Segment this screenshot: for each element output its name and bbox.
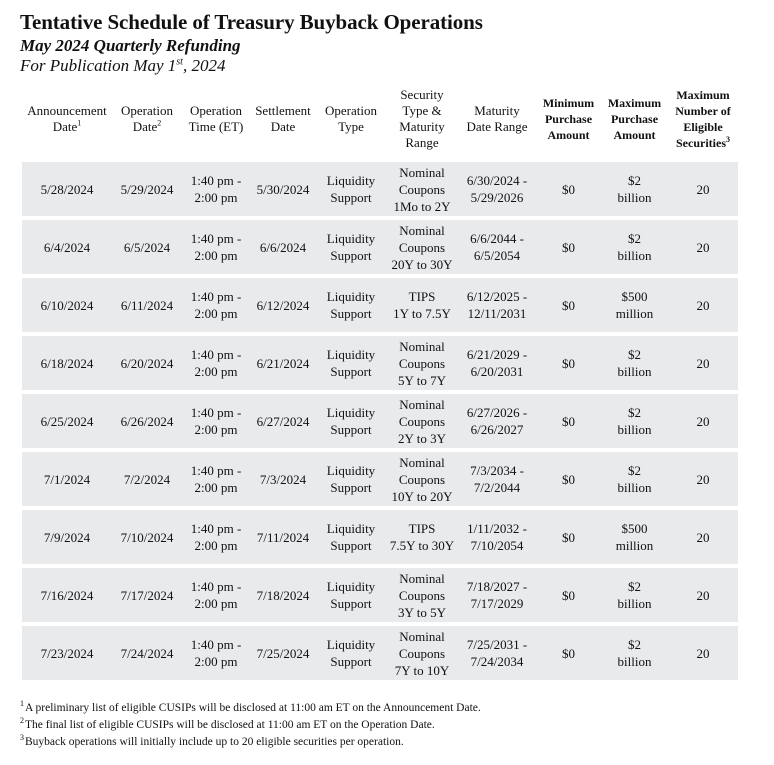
- publication-date: [20, 56, 225, 76]
- security-line: 3Y to 5Y: [398, 604, 446, 620]
- operation-time: 1:40 pm - 2:00 pm: [182, 278, 250, 332]
- col-maximum-amount: Maximum Purchase Amount: [607, 96, 662, 142]
- operation-type: Liquidity Support: [316, 510, 386, 564]
- security-type-range: [386, 278, 458, 332]
- security-line: Nominal: [399, 396, 445, 412]
- minimum-purchase: $0: [536, 394, 601, 448]
- operation-date: 7/10/2024: [112, 510, 182, 564]
- footnote-3: $^3$ Buyback operations will initially include up to 20 eligible securities per operation.: [20, 733, 404, 748]
- col-announcement-date: Announcement Date$^1$: [27, 103, 107, 134]
- announcement-date: 6/10/2024: [22, 278, 112, 332]
- maximum-purchase: $2 billion: [601, 336, 668, 390]
- operation-date: 6/26/2024: [112, 394, 182, 448]
- col-maturity-range: Maturity Date Range: [466, 103, 528, 134]
- announcement-date: 6/18/2024: [22, 336, 112, 390]
- maturity-date-range: 6/12/2025 - 12/11/2031: [458, 278, 536, 332]
- operation-time: 1:40 pm - 2:00 pm: [182, 626, 250, 680]
- operation-date: 7/17/2024: [112, 568, 182, 622]
- maturity-date-range: 6/30/2024 - 5/29/2026: [458, 162, 536, 216]
- announcement-date: 5/28/2024: [22, 162, 112, 216]
- security-line: Nominal: [399, 164, 445, 180]
- security-line: 2Y to 3Y: [398, 430, 446, 446]
- maximum-purchase: $2 billion: [601, 568, 668, 622]
- maximum-purchase: $2 billion: [601, 394, 668, 448]
- security-type-range: [386, 568, 458, 622]
- security-line: Nominal: [399, 338, 445, 354]
- operation-time: 1:40 pm - 2:00 pm: [182, 510, 250, 564]
- table-row: [22, 336, 738, 390]
- maximum-purchase: $500 million: [601, 510, 668, 564]
- max-eligible-securities: 20: [668, 162, 738, 216]
- security-type-range: [386, 626, 458, 680]
- security-line: Nominal: [399, 628, 445, 644]
- col-operation-type: Operation Type: [325, 103, 377, 134]
- table-row: [22, 162, 738, 216]
- maximum-purchase: $2 billion: [601, 220, 668, 274]
- col-settlement-date: Settlement Date: [255, 103, 311, 134]
- security-line: Coupons: [398, 181, 446, 197]
- maturity-date-range: 6/21/2029 - 6/20/2031: [458, 336, 536, 390]
- page-subtitle: May 2024 Quarterly Refunding: [20, 36, 241, 55]
- max-eligible-securities: 20: [668, 336, 738, 390]
- security-line: 7Y to 10Y: [394, 662, 450, 678]
- minimum-purchase: $0: [536, 626, 601, 680]
- settlement-date: 6/6/2024: [250, 220, 316, 274]
- max-eligible-securities: 20: [668, 510, 738, 564]
- operation-type: Liquidity Support: [316, 278, 386, 332]
- minimum-purchase: $0: [536, 568, 601, 622]
- footnotes: [20, 700, 481, 751]
- settlement-date: 5/30/2024: [250, 162, 316, 216]
- maturity-date-range: 6/6/2044 - 6/5/2054: [458, 220, 536, 274]
- settlement-date: 7/3/2024: [250, 452, 316, 506]
- maturity-date-range: 1/11/2032 - 7/10/2054: [458, 510, 536, 564]
- security-line: Coupons: [398, 239, 446, 255]
- security-type-range: [386, 452, 458, 506]
- max-eligible-securities: 20: [668, 626, 738, 680]
- security-type-range: [386, 394, 458, 448]
- security-line: 7.5Y to 30Y: [389, 538, 455, 553]
- settlement-date: 6/21/2024: [250, 336, 316, 390]
- security-line: Nominal: [399, 570, 445, 586]
- settlement-date: 7/18/2024: [250, 568, 316, 622]
- operation-type: Liquidity Support: [316, 220, 386, 274]
- col-operation-date: Operation Date$^2$: [121, 103, 173, 134]
- operation-time: 1:40 pm - 2:00 pm: [182, 394, 250, 448]
- maximum-purchase: $2 billion: [601, 162, 668, 216]
- security-line: Coupons: [398, 355, 446, 371]
- table-row: [22, 220, 738, 274]
- max-eligible-securities: 20: [668, 278, 738, 332]
- announcement-date: 7/9/2024: [22, 510, 112, 564]
- operation-type: Liquidity Support: [316, 626, 386, 680]
- footnote-2: $^2$ The final list of eligible CUSIPs will be disclosed at 11:00 am ET on the Operation Date.: [20, 716, 435, 731]
- operation-date: 6/20/2024: [112, 336, 182, 390]
- table-header-row: [22, 80, 738, 158]
- settlement-date: 6/27/2024: [250, 394, 316, 448]
- max-eligible-securities: 20: [668, 220, 738, 274]
- maximum-purchase: $2 billion: [601, 626, 668, 680]
- maturity-date-range: 7/25/2031 - 7/24/2034: [458, 626, 536, 680]
- security-line: 1Y to 7.5Y: [393, 306, 451, 321]
- operation-time: 1:40 pm - 2:00 pm: [182, 162, 250, 216]
- table-row: [22, 394, 738, 448]
- settlement-date: 7/25/2024: [250, 626, 316, 680]
- maximum-purchase: $500 million: [601, 278, 668, 332]
- max-eligible-securities: 20: [668, 568, 738, 622]
- minimum-purchase: $0: [536, 336, 601, 390]
- announcement-date: 7/1/2024: [22, 452, 112, 506]
- operation-date: 6/5/2024: [112, 220, 182, 274]
- col-max-eligible: Maximum Number of Eligible Securities$^3$: [675, 88, 731, 150]
- security-line: Nominal: [399, 222, 445, 238]
- operation-type: Liquidity Support: [316, 162, 386, 216]
- operation-time: 1:40 pm - 2:00 pm: [182, 452, 250, 506]
- minimum-purchase: $0: [536, 278, 601, 332]
- operation-type: Liquidity Support: [316, 336, 386, 390]
- minimum-purchase: $0: [536, 510, 601, 564]
- security-line: Coupons: [398, 587, 446, 603]
- operation-date: 7/2/2024: [112, 452, 182, 506]
- security-line: Nominal: [399, 454, 445, 470]
- table-row: [22, 568, 738, 622]
- minimum-purchase: $0: [536, 220, 601, 274]
- page-title: Tentative Schedule of Treasury Buyback Operations: [20, 10, 483, 34]
- security-type-range: [386, 220, 458, 274]
- security-type-range: [386, 510, 458, 564]
- announcement-date: 6/4/2024: [22, 220, 112, 274]
- operation-date: 5/29/2024: [112, 162, 182, 216]
- buyback-schedule-table: [22, 80, 738, 680]
- col-minimum-amount: Minimum Purchase Amount: [542, 96, 595, 142]
- col-operation-time: Operation Time (ET): [188, 103, 244, 134]
- operation-date: 6/11/2024: [112, 278, 182, 332]
- security-line: TIPS: [408, 521, 436, 536]
- security-line: 10Y to 20Y: [391, 488, 453, 504]
- table-body: [22, 158, 738, 680]
- maximum-purchase: $2 billion: [601, 452, 668, 506]
- settlement-date: 7/11/2024: [250, 510, 316, 564]
- maturity-date-range: 7/3/2034 - 7/2/2044: [458, 452, 536, 506]
- security-line: Coupons: [398, 413, 446, 429]
- table-row: [22, 278, 738, 332]
- publication-prefix: For Publication May 1: [20, 56, 177, 75]
- maturity-date-range: 6/27/2026 - 6/26/2027: [458, 394, 536, 448]
- max-eligible-securities: 20: [668, 394, 738, 448]
- security-line: 20Y to 30Y: [391, 256, 453, 272]
- operation-time: 1:40 pm - 2:00 pm: [182, 220, 250, 274]
- table-row: [22, 626, 738, 680]
- maturity-date-range: 7/18/2027 - 7/17/2029: [458, 568, 536, 622]
- operation-type: Liquidity Support: [316, 568, 386, 622]
- announcement-date: 6/25/2024: [22, 394, 112, 448]
- security-line: Coupons: [398, 471, 446, 487]
- operation-type: Liquidity Support: [316, 394, 386, 448]
- security-line: 5Y to 7Y: [398, 372, 446, 388]
- announcement-date: 7/16/2024: [22, 568, 112, 622]
- announcement-date: 7/23/2024: [22, 626, 112, 680]
- security-line: TIPS: [408, 289, 436, 304]
- minimum-purchase: $0: [536, 452, 601, 506]
- security-line: Coupons: [398, 645, 446, 661]
- security-type-range: [386, 336, 458, 390]
- operation-time: 1:40 pm - 2:00 pm: [182, 336, 250, 390]
- table-row: [22, 452, 738, 506]
- security-type-range: [386, 162, 458, 216]
- footnote-1: $^1$ A preliminary list of eligible CUSIPs will be disclosed at 11:00 am ET on the Announcement Date.: [20, 699, 481, 714]
- operation-type: Liquidity Support: [316, 452, 386, 506]
- publication-suffix: , 2024: [182, 56, 226, 75]
- security-line: 1Mo to 2Y: [393, 198, 451, 214]
- publication-ordinal: st: [176, 56, 183, 68]
- max-eligible-securities: 20: [668, 452, 738, 506]
- operation-date: 7/24/2024: [112, 626, 182, 680]
- settlement-date: 6/12/2024: [250, 278, 316, 332]
- col-security-type: Security Type & Maturity Range: [399, 87, 445, 150]
- minimum-purchase: $0: [536, 162, 601, 216]
- operation-time: 1:40 pm - 2:00 pm: [182, 568, 250, 622]
- table-row: [22, 510, 738, 564]
